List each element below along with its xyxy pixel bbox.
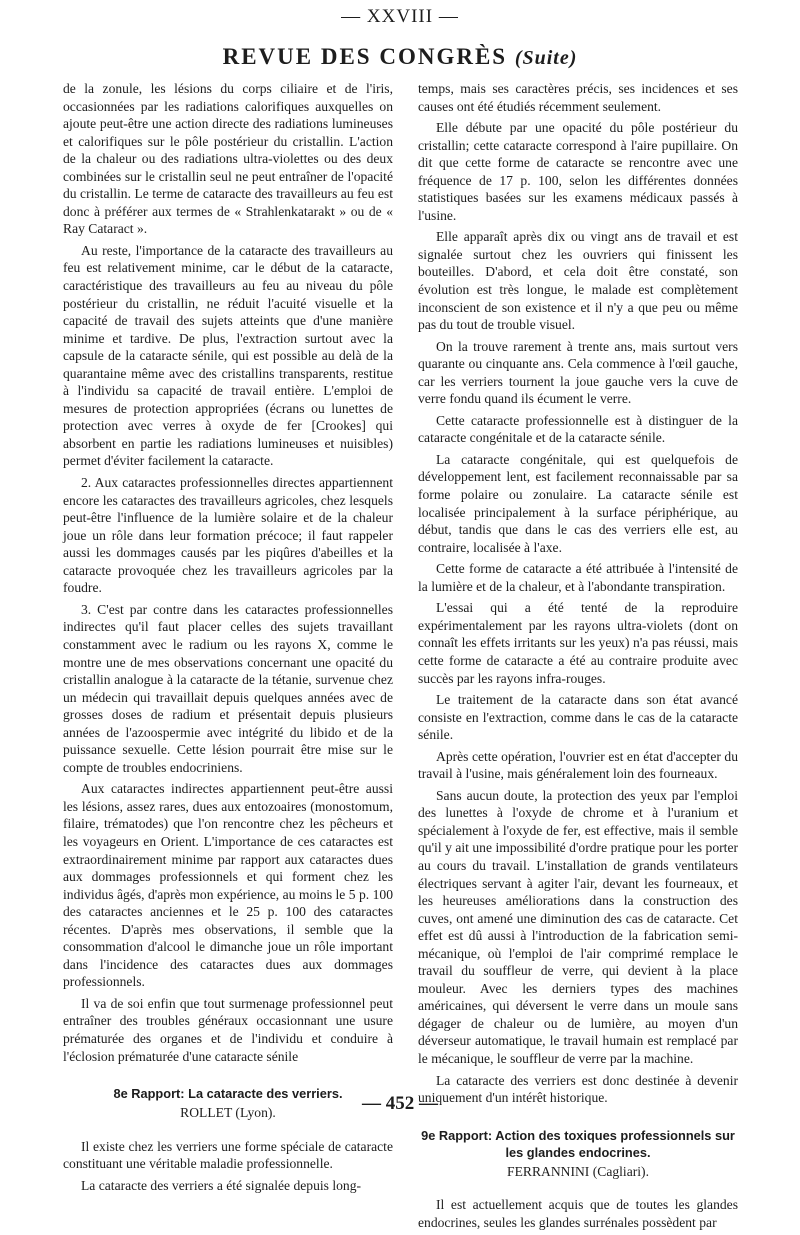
paragraph: Cette cataracte professionnelle est à distinguer de la cataracte congénitale et de la cataracte sénile.	[418, 412, 738, 446]
paragraph: On la trouve rarement à trente ans, mais surtout vers quarante ou cinquante ans. Cela commence à l'œil gauche, car les verriers tournent la joue gauche vers la cuve de verre fondu quand ils écument le verre.	[418, 338, 738, 407]
paragraph: Il est actuellement acquis que de toutes les glandes endocrines, seules les glandes surrénales possèdent par	[418, 1197, 738, 1230]
paragraph: Elle apparaît après dix ou vingt ans de travail et est signalée surtout chez les ouvriers qui finissent les bouteilles. D'abord, et cela doit être constaté, son évolution est très longue, le malade est complètement inconscient de son existence et il n'y a que peu ou même pas du tout de trouble visuel.	[418, 229, 738, 333]
left-column	[63, 80, 393, 1198]
title-suffix: (Suite)	[514, 47, 578, 69]
paragraph: Cette forme de cataracte a été attribuée à l'intensité de la lumière et de la chaleur, et à l'abondante transpiration.	[418, 561, 738, 594]
section-8-title: 8e Rapport: La cataracte des verriers.	[113, 1086, 343, 1102]
paragraph: Aux cataractes indirectes appartiennent peut-être aussi les lésions, assez rares, dues aux entozoaires (monostomum, filaire, trématodes) que l'on rencontre chez les pêcheurs et les voyageurs en Orient. L'importance de ces cataractes est extraordinairement minime par rapport aux cataractes dues aux dommages professionnels et qui forment chez les individus âgés, d'après mon expérience, au moins le 5 p. 100 des cataractes anciennes et le 25 p. 100 des cataractes récentes. D'après mes observations, il semble que la consommation d'alcool le dimanche joue un rôle important dans l'incidence des cataractes dues aux dommages professionnels.	[63, 781, 393, 990]
page-number: — 452 —	[362, 1093, 438, 1114]
paragraph: Au reste, l'importance de la cataracte des travailleurs au feu est relativement minime, car le début de la cataracte, caractéristique des travailleurs au feu au niveau du pôle postérieur du cristallin, ne réduit l'acuité visuelle et la capacité de travail des sujets atteints que d'une manière minime et tardive. De plus, l'extraction surtout avec la capsule de la cataracte sénile, qui est possible au delà de la quarantaine même avec des cristallins transparents, restitue à l'individu sa capacité de travail entière. L'emploi de mesures de protection appropriées (écrans ou lunettes de protection avec verres à oxyde de fer [Crookes] qui absorbent en partie les radiations lumineuses et nuisibles) permet d'éviter facilement la cataracte.	[63, 242, 393, 469]
section-8-author: ROLLET (Lyon).	[180, 1105, 276, 1121]
paragraph: Le traitement de la cataracte dans son état avancé consiste en l'extraction, comme dans le cas de la cataracte sénile.	[418, 692, 738, 743]
paragraph: Elle débute par une opacité du pôle postérieur du cristallin; cette cataracte correspond à l'aire pupillaire. On dit que cette forme de cataracte se rencontre avec une fréquence de 17 p. 100, selon les différentes données statistiques basées sur les examens médicaux passés à l'usine.	[418, 120, 738, 223]
page-title	[0, 44, 800, 70]
title-main: REVUE DES CONGRÈS	[222, 44, 508, 69]
paragraph: temps, mais ses caractères précis, ses incidences et ses causes ont été étudiés récemment seulement.	[418, 81, 738, 114]
section-9-title: 9e Rapport: Action des toxiques professionnels sur les glandes endocrines.	[421, 1127, 735, 1160]
right-column	[418, 80, 738, 1235]
paragraph: Sans aucun doute, la protection des yeux par l'emploi des lunettes à l'oxyde de chrome et à l'uranium et spécialement à l'oxyde de fer, est effective, mais il semble qu'il y ait une impossibilité d'ordre pratique pour les porter au cours du travail. L'installation de grands ventilateurs électriques servant à agiter l'air, devant les fourneaux, et les heureuses améliorations dans la construction des cuves, ont amené une diminution des cas de cataracte. Cet effet est dû aussi à l'introduction de la fabrication semi-mécanique, où l'emploi de l'air comprimé remplace le travail du souffleur de verre, qui devient à la place mouleur. Avec les derniers types des machines américaines, qui déversent le verre dans un moule sans dégager de chaleur ou de lumière, au moyen d'un déverseur automatique, le travail humain est remplacé par le mécanique, le souffleur de verre par la machine.	[418, 787, 738, 1066]
paragraph: Après cette opération, l'ouvrier est en état d'accepter du travail à l'usine, mais généralement loin des fourneaux.	[418, 748, 738, 782]
paragraph: La cataracte des verriers est donc destinée à devenir uniquement d'un intérêt historique.	[418, 1072, 738, 1106]
paragraph: Il existe chez les verriers une forme spéciale de cataracte constituant une véritable maladie professionnelle.	[63, 1138, 393, 1172]
paragraph: Il va de soi enfin que tout surmenage professionnel peut entraîner des troubles généraux occasionnant une usure prématurée des organes et de l'individu et conduire à l'éclosion prématurée d'une cataracte sénile	[63, 995, 393, 1064]
paragraph: La cataracte des verriers a été signalée depuis long-	[81, 1177, 362, 1193]
paragraph: de la zonule, les lésions du corps ciliaire et de l'iris, occasionnées par les radiations calorifiques auxquelles on ajoute peut-être une action directe des radiations lumineuses et calorifiques sur le pôle postérieur du cristallin. L'action de la chaleur ou des radiations ultra-violettes ou des deux combinées sur le cristallin seul ne peut entraîner de l'opacité du cristallin. Le terme de cataracte des travailleurs au feu est donc à préférer aux termes de « Strahlenkatarakt » ou de « Ray Cataract ».	[63, 81, 393, 237]
section-9-author: FERRANNINI (Cagliari).	[507, 1163, 649, 1179]
paragraph: 3. C'est par contre dans les cataractes professionnelles indirectes qu'il faut placer celles des sujets travaillant constamment avec le radium ou les rayons X, comme le montre une de mes observations concernant une opacité du cristallin analogue à la cataracte de la tétanie, survenue chez un médecin qui travaillait depuis quelques années avec de grosses doses de radium et présentait depuis plusieurs années de l'azoospermie avec intégrité du libido et de la puissance sexuelle. Cette lésion pourrait être mise sur le compte de troubles endocriniens.	[63, 601, 393, 775]
paragraph: L'essai qui a été tenté de la reproduire expérimentalement par les rayons ultra-violets (dont on connaît les effets irritants sur les yeux) n'a pas réussi, mais cette forme de cataracte a été au contraire produite avec succès par les rayons infra-rouges.	[418, 600, 738, 686]
paragraph: La cataracte congénitale, qui est quelquefois de développement lent, est facilement reconnaissable par sa forme polaire ou zonulaire. La cataracte sénile est localisée principalement à la surface périphérique, au début, tandis que dans le cas des verriers elle est, au contraire, localisée à l'axe.	[418, 451, 738, 555]
page-roman-numeral: — XXVIII —	[341, 6, 459, 27]
paragraph: 2. Aux cataractes professionnelles directes appartiennent encore les cataractes des travailleurs agricoles, chez lesquels peut-être l'influence de la lumière solaire et de la chaleur joue un rôle dans leur formation précoce; il faut rappeler aussi les dommages causés par les piqûres d'abeilles et la cataracte provoquée chez les travailleurs agricoles par la foudre.	[63, 475, 393, 596]
